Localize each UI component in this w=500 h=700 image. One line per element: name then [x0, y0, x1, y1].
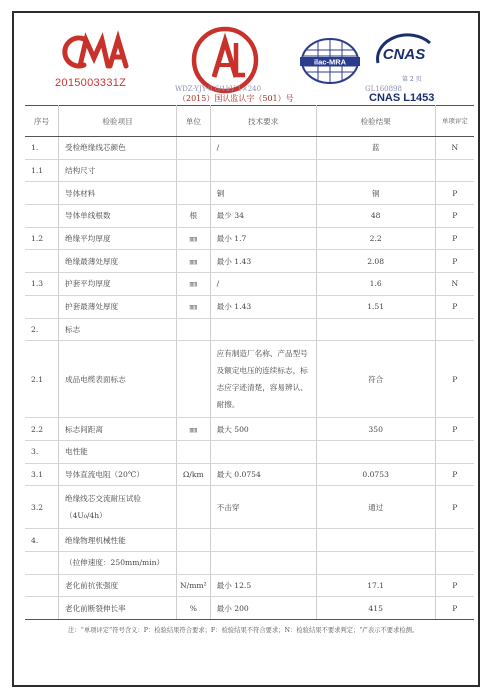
- cell-item: 绝缘线芯交流耐压试验（4U₀/4h）: [59, 486, 177, 529]
- cell-evaluation: [435, 529, 474, 552]
- table-row: [25, 182, 474, 205]
- cma-number: 2015003331Z: [55, 77, 127, 89]
- cell-evaluation: P: [435, 341, 474, 418]
- cell-unit: [177, 182, 211, 205]
- table-row: [25, 597, 474, 620]
- cell-evaluation: P: [435, 182, 474, 205]
- footnote: 注：“单项评定”符号含义：P：检验结果符合要求；F：检验结果不符合要求；N：检验结果不要求判定；“/”表示不要求检测。: [68, 627, 419, 634]
- cell-evaluation: P: [435, 418, 474, 441]
- cell-no: 2.1: [25, 341, 59, 418]
- cell-item: 绝缘最薄处厚度: [59, 250, 177, 273]
- cell-no: 2.: [25, 318, 59, 341]
- cell-evaluation: P: [435, 205, 474, 228]
- col-header-no: 序号: [25, 106, 59, 137]
- table-header-row: [25, 106, 474, 137]
- cell-no: [25, 250, 59, 273]
- cell-item: 绝缘物理机械性能: [59, 529, 177, 552]
- cell-unit: [177, 137, 211, 160]
- cell-requirement: [210, 159, 316, 182]
- cell-unit: Ω/km: [177, 463, 211, 486]
- cell-unit: [177, 486, 211, 529]
- cell-evaluation: P: [435, 295, 474, 318]
- table-row: [25, 529, 474, 552]
- cell-requirement: /: [210, 137, 316, 160]
- cell-requirement: [210, 318, 316, 341]
- cell-no: [25, 295, 59, 318]
- cell-item: 成品电缆表面标志: [59, 341, 177, 418]
- cell-item: 标志间距离: [59, 418, 177, 441]
- table-row: [25, 250, 474, 273]
- cell-no: 1.2: [25, 227, 59, 250]
- cell-no: 1.: [25, 137, 59, 160]
- cell-evaluation: P: [435, 463, 474, 486]
- table-row: [25, 273, 474, 296]
- cell-result: [316, 440, 435, 463]
- cell-result: 2.2: [316, 227, 435, 250]
- cell-no: [25, 551, 59, 574]
- cell-item: 导体直流电阻（20℃）: [59, 463, 177, 486]
- svg-text:ilac-MRA: ilac-MRA: [313, 57, 347, 67]
- cell-unit: N/mm²: [177, 574, 211, 597]
- sample-model-faint: WDZ-YJY-0.6/1kV 1×240: [175, 85, 262, 93]
- cell-requirement: 最小 1.43: [210, 250, 316, 273]
- cell-result: 350: [316, 418, 435, 441]
- cell-unit: [177, 440, 211, 463]
- cell-evaluation: N: [435, 137, 474, 160]
- cell-evaluation: [435, 440, 474, 463]
- cell-unit: ㎜: [177, 250, 211, 273]
- cell-unit: 根: [177, 205, 211, 228]
- table-row: [25, 318, 474, 341]
- cell-unit: [177, 318, 211, 341]
- report-number-faint: GL160898: [365, 85, 402, 93]
- cell-item: 标志: [59, 318, 177, 341]
- table-row: [25, 418, 474, 441]
- cell-unit: ㎜: [177, 418, 211, 441]
- cell-requirement: 铜: [210, 182, 316, 205]
- cell-requirement: /: [210, 273, 316, 296]
- cell-result: 铜: [316, 182, 435, 205]
- cell-no: [25, 574, 59, 597]
- cell-result: 17.1: [316, 574, 435, 597]
- cell-item: 结构尺寸: [59, 159, 177, 182]
- cell-result: [316, 318, 435, 341]
- cell-requirement: 最小 200: [210, 597, 316, 620]
- cell-result: 1.51: [316, 295, 435, 318]
- cell-evaluation: P: [435, 597, 474, 620]
- cnas-logo-icon: [370, 33, 436, 77]
- cell-requirement: [210, 440, 316, 463]
- table-row: [25, 341, 474, 418]
- cell-result: 415: [316, 597, 435, 620]
- cell-requirement: 不击穿: [210, 486, 316, 529]
- cell-item: 老化前断裂伸长率: [59, 597, 177, 620]
- table-row: [25, 486, 474, 529]
- cell-result: 2.08: [316, 250, 435, 273]
- cell-evaluation: P: [435, 574, 474, 597]
- page-number: 第 2 页: [402, 76, 422, 83]
- col-header-result: 检验结果: [316, 106, 435, 137]
- cell-no: 2.2: [25, 418, 59, 441]
- cell-result: 1.6: [316, 273, 435, 296]
- cell-item: 电性能: [59, 440, 177, 463]
- cell-no: 3.: [25, 440, 59, 463]
- cell-unit: [177, 341, 211, 418]
- cell-no: [25, 182, 59, 205]
- cell-requirement: [210, 551, 316, 574]
- ilac-mra-logo-icon: [296, 36, 364, 86]
- cell-evaluation: [435, 159, 474, 182]
- cell-item: 导体材料: [59, 182, 177, 205]
- cell-requirement: 最少 34: [210, 205, 316, 228]
- cell-no: 3.1: [25, 463, 59, 486]
- cell-evaluation: P: [435, 250, 474, 273]
- cell-requirement: 最小 12.5: [210, 574, 316, 597]
- cell-evaluation: N: [435, 273, 474, 296]
- cell-result: [316, 159, 435, 182]
- cell-evaluation: P: [435, 486, 474, 529]
- cell-item: （拉伸速度：250mm/min）: [59, 551, 177, 574]
- table-row: [25, 551, 474, 574]
- cnas-number: CNAS L1453: [369, 92, 435, 104]
- cell-unit: ㎜: [177, 273, 211, 296]
- cell-unit: [177, 551, 211, 574]
- cma-logo-icon: [60, 30, 132, 74]
- cell-requirement: 最小 1.43: [210, 295, 316, 318]
- table-row: [25, 227, 474, 250]
- cell-result: 通过: [316, 486, 435, 529]
- cell-unit: ㎜: [177, 227, 211, 250]
- cell-item: 老化前抗张强度: [59, 574, 177, 597]
- cell-evaluation: [435, 318, 474, 341]
- cell-no: 3.2: [25, 486, 59, 529]
- cell-unit: [177, 159, 211, 182]
- cell-requirement: [210, 529, 316, 552]
- cell-unit: %: [177, 597, 211, 620]
- col-header-requirement: 技术要求: [210, 106, 316, 137]
- cell-result: 符合: [316, 341, 435, 418]
- cell-item: 绝缘平均厚度: [59, 227, 177, 250]
- cell-no: [25, 597, 59, 620]
- cell-unit: [177, 529, 211, 552]
- cell-requirement: 应有制造厂名称、产品型号及额定电压的连续标志，标志应字迹清楚，容易辨认、耐擦。: [210, 341, 316, 418]
- table-row: [25, 205, 474, 228]
- col-header-item: 检验项目: [59, 106, 177, 137]
- table-row: [25, 440, 474, 463]
- cell-item: 导体单线根数: [59, 205, 177, 228]
- inspection-table: [25, 105, 474, 620]
- cell-evaluation: P: [435, 227, 474, 250]
- cell-result: 蓝: [316, 137, 435, 160]
- table-row: [25, 295, 474, 318]
- cell-unit: ㎜: [177, 295, 211, 318]
- cell-no: [25, 205, 59, 228]
- cell-no: 1.3: [25, 273, 59, 296]
- cell-no: 1.1: [25, 159, 59, 182]
- cell-result: [316, 529, 435, 552]
- table-row: [25, 463, 474, 486]
- col-header-unit: 单位: [177, 106, 211, 137]
- table-row: [25, 159, 474, 182]
- permit-number: （2015）国认监认字（501）号: [178, 94, 294, 103]
- cell-requirement: 最小 1.7: [210, 227, 316, 250]
- cell-item: 受检绝缘线芯颜色: [59, 137, 177, 160]
- table-row: [25, 137, 474, 160]
- cell-result: 0.0753: [316, 463, 435, 486]
- cell-no: 4.: [25, 529, 59, 552]
- cell-item: 护套平均厚度: [59, 273, 177, 296]
- cell-requirement: 最大 500: [210, 418, 316, 441]
- table-row: [25, 574, 474, 597]
- cell-item: 护套最薄处厚度: [59, 295, 177, 318]
- cell-requirement: 最大 0.0754: [210, 463, 316, 486]
- cell-result: 48: [316, 205, 435, 228]
- col-header-evaluation: 单项评定: [435, 106, 474, 137]
- cell-result: [316, 551, 435, 574]
- cell-evaluation: [435, 551, 474, 574]
- svg-text:CNAS: CNAS: [382, 46, 426, 63]
